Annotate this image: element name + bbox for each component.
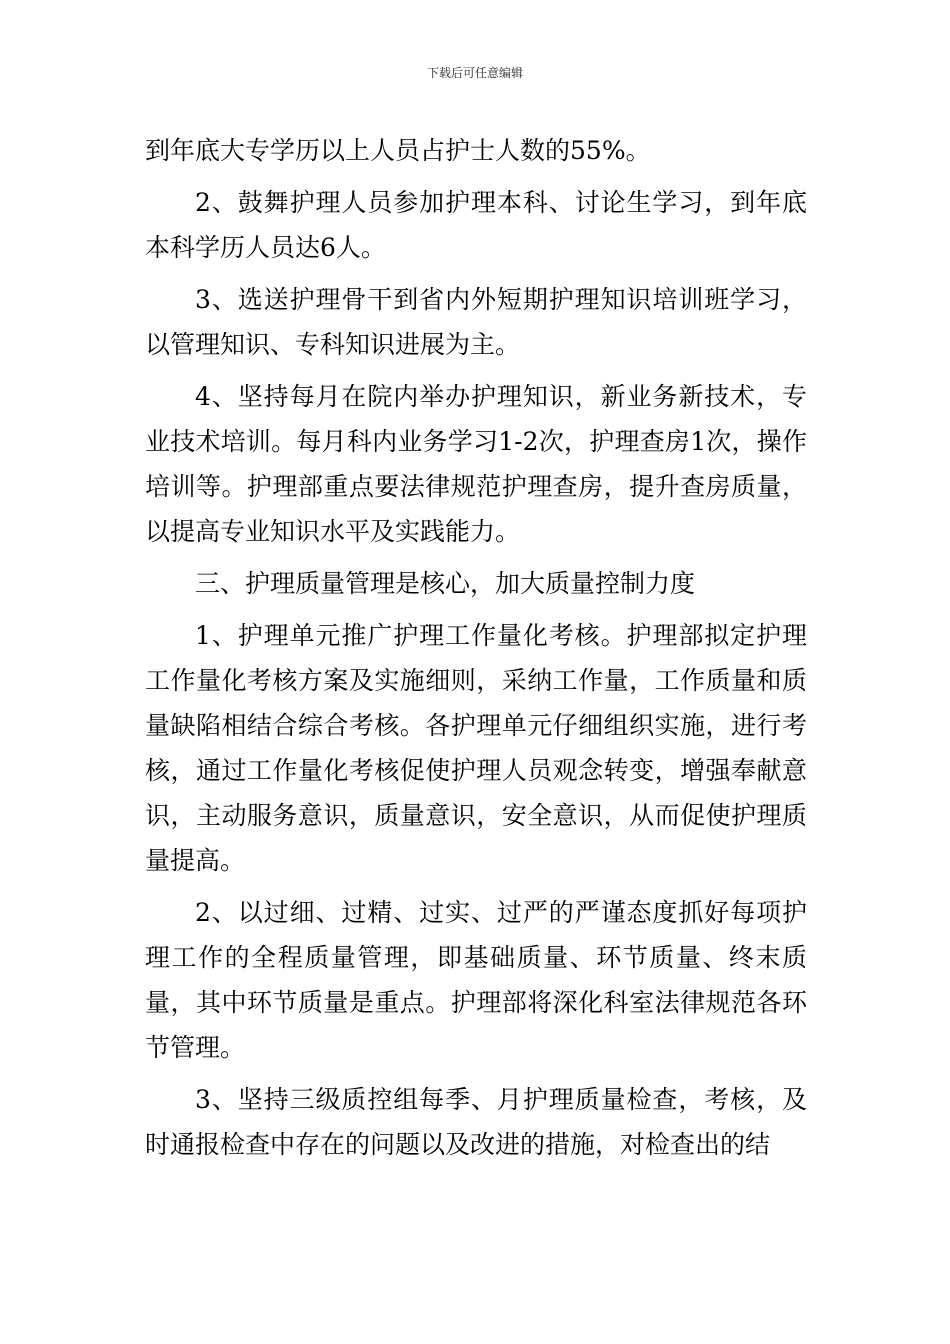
section-heading: 三、护理质量管理是核心，加大质量控制力度 (195, 569, 696, 598)
paragraph-item-2: 2、鼓舞护理人员参加护理本科、讨论生学习，到年底本科学历人员达6人。 (145, 188, 807, 262)
paragraph-section3-item-3: 3、坚持三级质控组每季、月护理质量检查，考核，及时通报检查中存在的问题以及改进的措施，对检查出的结 (145, 1085, 807, 1159)
document-body (145, 128, 807, 1174)
paragraph-item-4: 4、坚持每月在院内举办护理知识，新业务新技术，专业技术培训。每月科内业务学习1-2次，护理查房1次，操作培训等。护理部重点要法律规范护理查房，提升查房质量，以提高专业知识水平及实践能力。 (145, 382, 807, 546)
page-header: 下载后可任意编辑 (426, 66, 523, 80)
paragraph-continuation: 到年底大专学历以上人员占护士人数的55%。 (145, 136, 651, 165)
paragraph-section3-item-1: 1、护理单元推广护理工作量化考核。护理部拟定护理工作量化考核方案及实施细则，采纳工作量，工作质量和质量缺陷相结合综合考核。各护理单元仔细组织实施，进行考核，通过工作量化考核促使护理人员观念转变，增强奉献意识，主动服务意识，质量意识，安全意识，从而促使护理质量提高。 (145, 621, 807, 875)
paragraph-section3-item-2: 2、以过细、过精、过实、过严的严谨态度抓好每项护理工作的全程质量管理，即基础质量、环节质量、终末质量，其中环节质量是重点。护理部将深化科室法律规范各环节管理。 (145, 898, 807, 1062)
paragraph-item-3: 3、选送护理骨干到省内外短期护理知识培训班学习，以管理知识、专科知识进展为主。 (145, 285, 807, 359)
